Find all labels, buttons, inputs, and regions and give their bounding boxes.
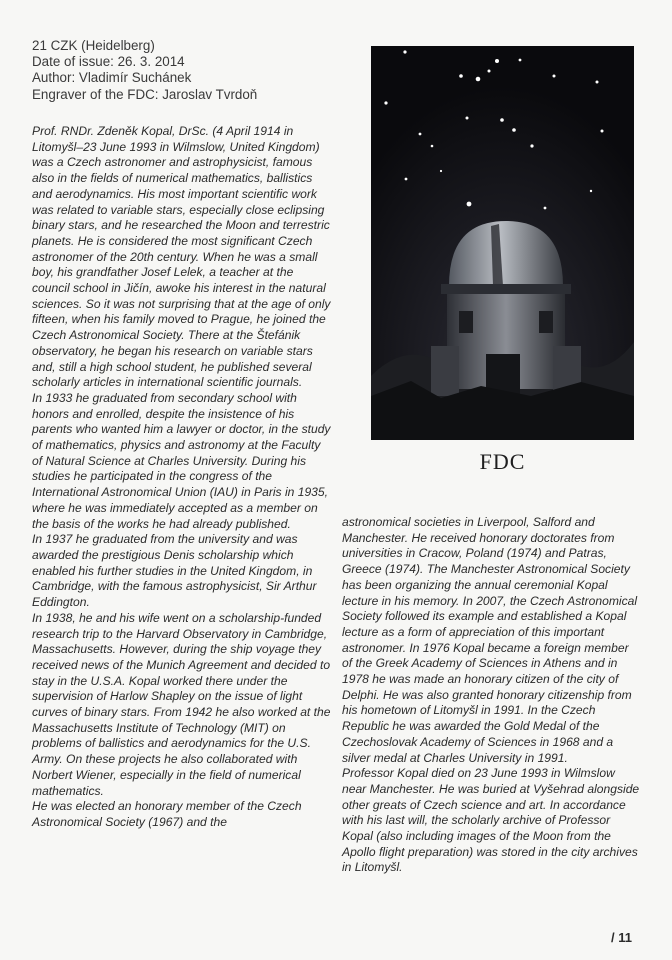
article-left-column — [32, 124, 332, 831]
article-paragraph: In 1937 he graduated from the university and was awarded the prestigious Denis scholarship which enabled his further studies in the United Kingdom, in Cambridge, with the famous astrophysicist, Sir Arthur Eddington. — [32, 532, 317, 610]
article-paragraph: Prof. RNDr. Zdeněk Kopal, DrSc. (4 April 1914 in Litomyšl–23 June 1993 in Wilmslow, United Kingdom) was a Czech astronomer and astrophysicist, famous also in the fields of numerical mathematics, ballistics and aerodynamics. His most important scientific work was related to variable stars, especially close eclipsing binary stars, and he researched the Moon and terrestric planets. He is considered the most significant Czech astronomer of the 20th century. When he was a small boy, his grandfather Josef Lelek, a teacher at the council school in Jičín, awoke his interest in the natural sciences. So it was not surprising that at the age of only fifteen, when his family moved to Prague, he joined the Czech Astronomical Society. There at the Štefánik observatory, he began his research on variable stars and, still a high school student, he published several scholarly articles in international scientific journals. — [32, 124, 331, 390]
stamp-value: 21 CZK (Heidelberg) — [32, 38, 155, 53]
article-paragraph: In 1933 he graduated from secondary school with honors and enrolled, despite the insistence of his parents who wanted him a lawyer or doctor, in the study of mathematics, physics and astronomy at the Faculty of Natural Science at Charles University. During his studies he participated in the congress of the International Astronomical Union (IAU) in Paris in 1935, where he was immediately accepted as a member on the basis of the works he had already published. — [32, 390, 331, 531]
fdc-caption: FDC — [479, 449, 526, 474]
article-paragraph: Professor Kopal died on 23 June 1993 in Wilmslow near Manchester. He was buried at Vyšehrad alongside other greats of Czech science and art. In accordance with his last will, the scholarly archive of Professor Kopal (also including images of the Moon from the Apollo flight preparation) was stored in the city archives in Litomyšl. — [342, 766, 640, 875]
author-credit: Author: Vladimír Suchánek — [32, 70, 192, 86]
stamp-info-header — [32, 38, 352, 103]
observatory-illustration — [371, 46, 634, 440]
article-paragraph: astronomical societies in Liverpool, Salford and Manchester. He received honorary doctorates from universities in Cracow, Poland (1974) and Patras, Greece (1974). The Manchester Astronomical Society has been organizing the annual ceremonial Kopal lecture in his memory. In 2007, the Czech Astronomical Society followed its example and established a Kopal lecture as a form of appreciation of this important astronomer. In 1976 Kopal became a foreign member of the Greek Academy of Sciences in Athens and in 1978 he was made an honorary citizen of the city of Delphi. He was also granted honorary citizenship from his hometown of Litomyšl in 1991. In the Czech Republic he was awarded the Gold Medal of the Czechoslovak Academy of Sciences in 1968 and a silver medal at Charles University in 1991. — [342, 515, 638, 765]
issue-date: Date of issue: 26. 3. 2014 — [32, 54, 185, 70]
page-number: / 11 — [611, 930, 632, 945]
article-right-column — [342, 515, 642, 876]
fdc-observatory-image — [371, 46, 634, 440]
article-paragraph: In 1938, he and his wife went on a scholarship-funded research trip to the Harvard Observatory in Cambridge, Massachusetts. However, during the ship voyage they received news of the Munich Agreement and decided to stay in the U.S.A. Kopal worked there under the supervision of Harlow Shapley on the issue of light curves of binary stars. From 1942 he also worked at the Massachusetts Institute of Technology (MIT) on problems of ballistics and aerodynamics for the U.S. Army. On these projects he also collaborated with Norbert Wiener, especially in the field of numerical mathematics. — [32, 610, 331, 798]
engraver-credit: Engraver of the FDC: Jaroslav Tvrdoň — [32, 86, 258, 102]
article-paragraph: He was elected an honorary member of the Czech Astronomical Society (1967) and the — [32, 799, 302, 829]
